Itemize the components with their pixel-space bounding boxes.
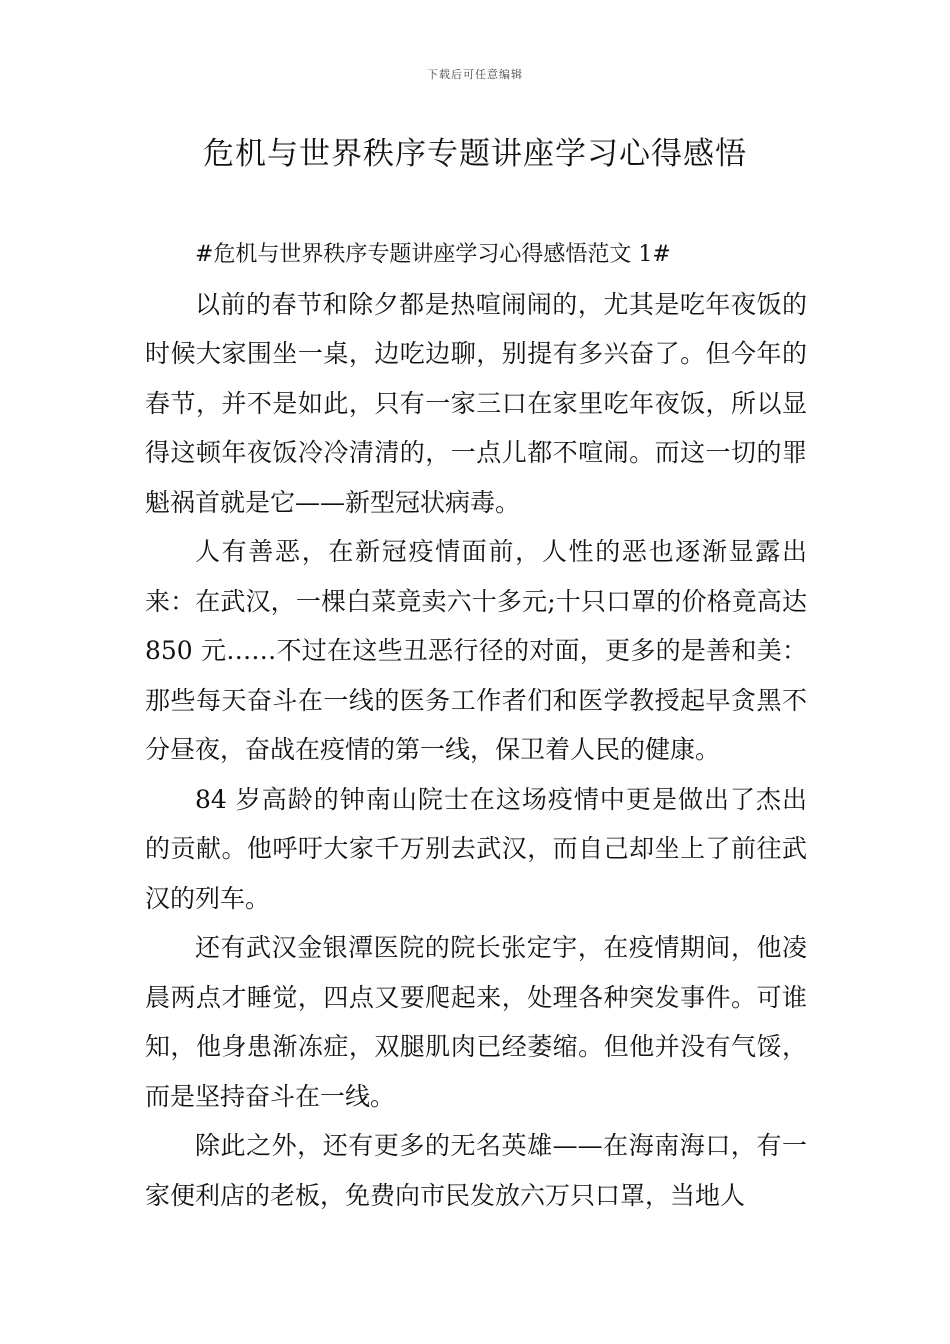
paragraph-5: 除此之外，还有更多的无名英雄——在海南海口，有一家便利店的老板，免费向市民发放六万只口罩，当地人 — [145, 1131, 807, 1210]
paragraph-3: 84 岁高龄的钟南山院士在这场疫情中更是做出了杰出的贡献。他呼吁大家千万别去武汉，而自己却坐上了前往武汉的列车。 — [145, 784, 807, 913]
paragraph-1: 以前的春节和除夕都是热喧闹闹的，尤其是吃年夜饭的时候大家围坐一桌，边吃边聊，别提有多兴奋了。但今年的春节，并不是如此，只有一家三口在家里吃年夜饭，所以显得这顿年夜饭冷冷清清的，一点儿都不喧闹。而这一切的罪魁祸首就是它——新型冠状病毒。 — [145, 289, 807, 517]
document-body — [145, 230, 807, 1220]
paragraph-4: 还有武汉金银潭医院的院长张定宇，在疫情期间，他凌晨两点才睡觉，四点又要爬起来，处理各种突发事件。可谁知，他身患渐冻症，双腿肌肉已经萎缩。但他并没有气馁，而是坚持奋斗在一线。 — [145, 933, 807, 1111]
header-note: 下载后可任意编辑 — [427, 68, 523, 81]
paragraph-2: 人有善恶，在新冠疫情面前，人性的恶也逐渐显露出来：在武汉，一棵白菜竟卖六十多元;十只口罩的价格竟高达 850 元……不过在这些丑恶行径的对面，更多的是善和美：那些每天奋斗在一线的医务工作者们和医学教授起早贪黑不分昼夜，奋战在疫情的第一线，保卫着人民的健康。 — [145, 537, 807, 764]
section-subheading: #危机与世界秩序专题讲座学习心得感悟范文 1# — [195, 242, 671, 267]
document-title: 危机与世界秩序专题讲座学习心得感悟 — [203, 136, 747, 172]
